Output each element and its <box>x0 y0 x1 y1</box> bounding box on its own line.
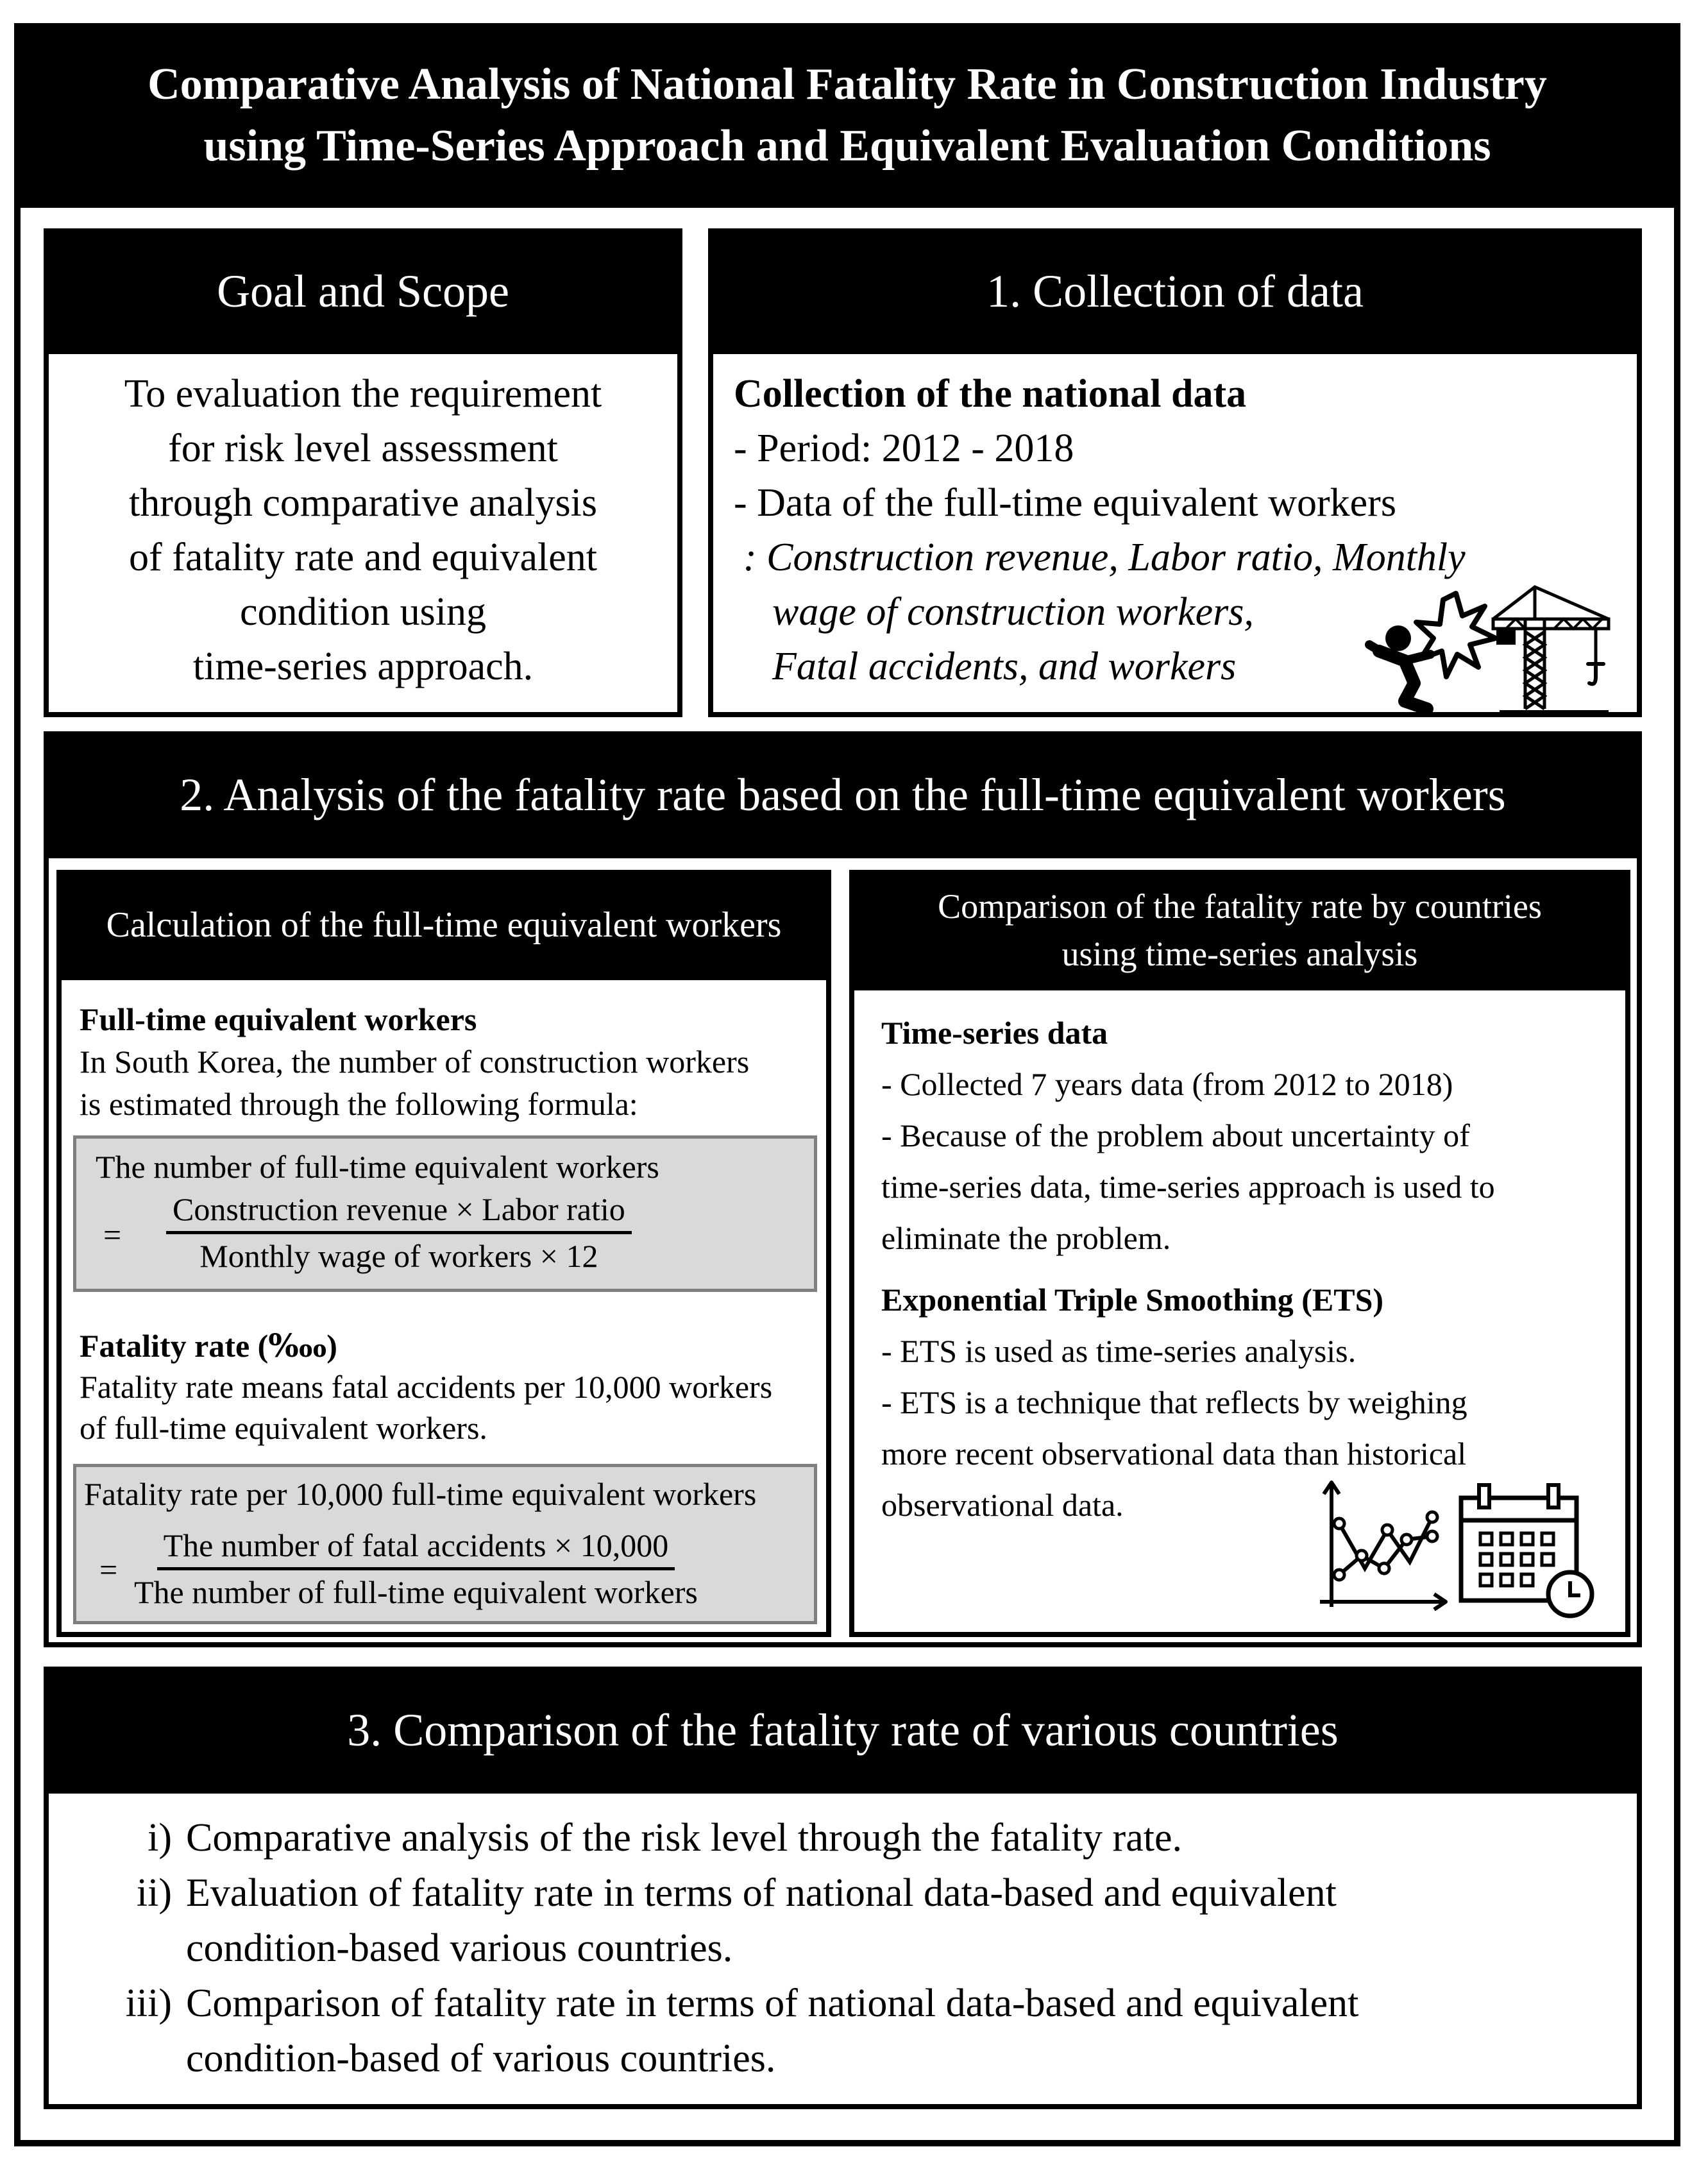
goal-line: for risk level assessment <box>168 427 558 470</box>
calc-fte-text <box>80 998 830 1125</box>
title-line-2: using Time-Series Approach and Equivalent Evaluation Conditions <box>203 121 1491 171</box>
calendar-clock-icon <box>1455 1479 1596 1620</box>
comparison-item <box>96 1865 1629 1976</box>
ets-line: - ETS is a technique that reflects by weighing <box>881 1384 1467 1420</box>
collection-period: - Period: 2012 - 2018 <box>734 427 1074 470</box>
fr-formula-numerator: The number of fatal accidents × 10,000 <box>157 1526 675 1570</box>
analysis-heading: 2. Analysis of the fatality rate based on the full-time equivalent workers <box>44 731 1642 858</box>
fte-title: Full-time equivalent workers <box>80 1001 477 1037</box>
ts-line: time-series data, time-series approach is used to <box>881 1169 1495 1205</box>
compare-text <box>881 1007 1619 1531</box>
calc-heading: Calculation of the full-time equivalent workers <box>56 870 831 980</box>
calc-fr-text <box>80 1325 830 1448</box>
comparison-item-num: iii) <box>125 1982 172 2025</box>
title-line-1: Comparative Analysis of National Fatality Rate in Construction Industry <box>148 60 1547 109</box>
goal-line: of fatality rate and equivalent <box>129 536 597 579</box>
fr-formula-box <box>73 1464 817 1624</box>
goal-line: through comparative analysis <box>128 481 597 525</box>
fte-formula-equals: = <box>103 1217 122 1253</box>
fr-formula-fraction <box>128 1526 704 1611</box>
line-graph-icon <box>1314 1479 1448 1613</box>
collection-data-line: - Data of the full-time equivalent workers <box>734 481 1396 525</box>
ts-title: Time-series data <box>881 1015 1108 1051</box>
compare-heading-line: using time-series analysis <box>1061 935 1418 973</box>
comparison-item-text: Comparison of fatality rate in terms of national data-based and equivalent <box>186 1982 1359 2025</box>
comparison-item-text: condition-based of various countries. <box>186 2037 776 2080</box>
comparison-item <box>96 1976 1629 2086</box>
ets-line: more recent observational data than historical <box>881 1436 1467 1472</box>
comparison-heading: 3. Comparison of the fatality rate of various countries <box>44 1667 1642 1794</box>
fr-desc: of full-time equivalent workers. <box>80 1410 487 1446</box>
fr-formula-denominator: The number of full-time equivalent workers <box>134 1574 698 1610</box>
falling-worker-icon <box>1360 587 1501 715</box>
fte-formula-label: The number of full-time equivalent workers <box>96 1149 659 1185</box>
fte-formula-numerator: Construction revenue × Labor ratio <box>166 1190 632 1234</box>
collection-heading: 1. Collection of data <box>708 228 1642 354</box>
ts-line: - Collected 7 years data (from 2012 to 2018) <box>881 1066 1453 1102</box>
goal-line: time-series approach. <box>192 645 534 688</box>
fte-desc: In South Korea, the number of construction workers <box>80 1044 750 1080</box>
fte-formula-denominator: Monthly wage of workers × 12 <box>199 1238 598 1274</box>
page-title <box>14 23 1680 208</box>
fr-title: Fatality rate (‱) <box>80 1328 337 1364</box>
ts-line: eliminate the problem. <box>881 1220 1171 1256</box>
ts-line: - Because of the problem about uncertainty of <box>881 1117 1470 1153</box>
tower-crane-icon <box>1487 581 1615 715</box>
comparison-item-text: Evaluation of fatality rate in terms of national data-based and equivalent <box>186 1871 1337 1915</box>
comparison-item-num: i) <box>148 1816 172 1860</box>
ets-line: observational data. <box>881 1487 1124 1523</box>
comparison-item-text: condition-based various countries. <box>186 1926 733 1970</box>
compare-heading <box>849 870 1630 990</box>
goal-line: condition using <box>239 590 487 634</box>
compare-heading-line: Comparison of the fatality rate by countries <box>938 887 1542 926</box>
collection-items-line: wage of construction workers, <box>772 590 1254 634</box>
goal-line: To evaluation the requirement <box>124 372 602 416</box>
ets-title: Exponential Triple Smoothing (ETS) <box>881 1282 1384 1318</box>
fte-formula-fraction <box>166 1190 632 1275</box>
goal-scope-text <box>51 367 675 694</box>
comparison-item-text: Comparative analysis of the risk level through the fatality rate. <box>186 1816 1182 1860</box>
comparison-item-num: ii) <box>136 1871 172 1915</box>
fte-formula-box <box>73 1135 817 1292</box>
collection-items-line: : Construction revenue, Labor ratio, Monthly <box>743 536 1466 579</box>
fr-formula-label: Fatality rate per 10,000 full-time equivalent workers <box>84 1476 757 1512</box>
comparison-list <box>96 1810 1629 2086</box>
goal-scope-heading: Goal and Scope <box>44 228 682 354</box>
ets-line: - ETS is used as time-series analysis. <box>881 1333 1357 1369</box>
comparison-item <box>96 1810 1629 1865</box>
collection-items-line: Fatal accidents, and workers <box>772 645 1237 688</box>
fte-desc: is estimated through the following formula: <box>80 1086 638 1122</box>
fr-formula-equals: = <box>99 1552 118 1588</box>
collection-subheading: Collection of the national data <box>734 372 1247 416</box>
fr-desc: Fatality rate means fatal accidents per 10,000 workers <box>80 1369 773 1405</box>
